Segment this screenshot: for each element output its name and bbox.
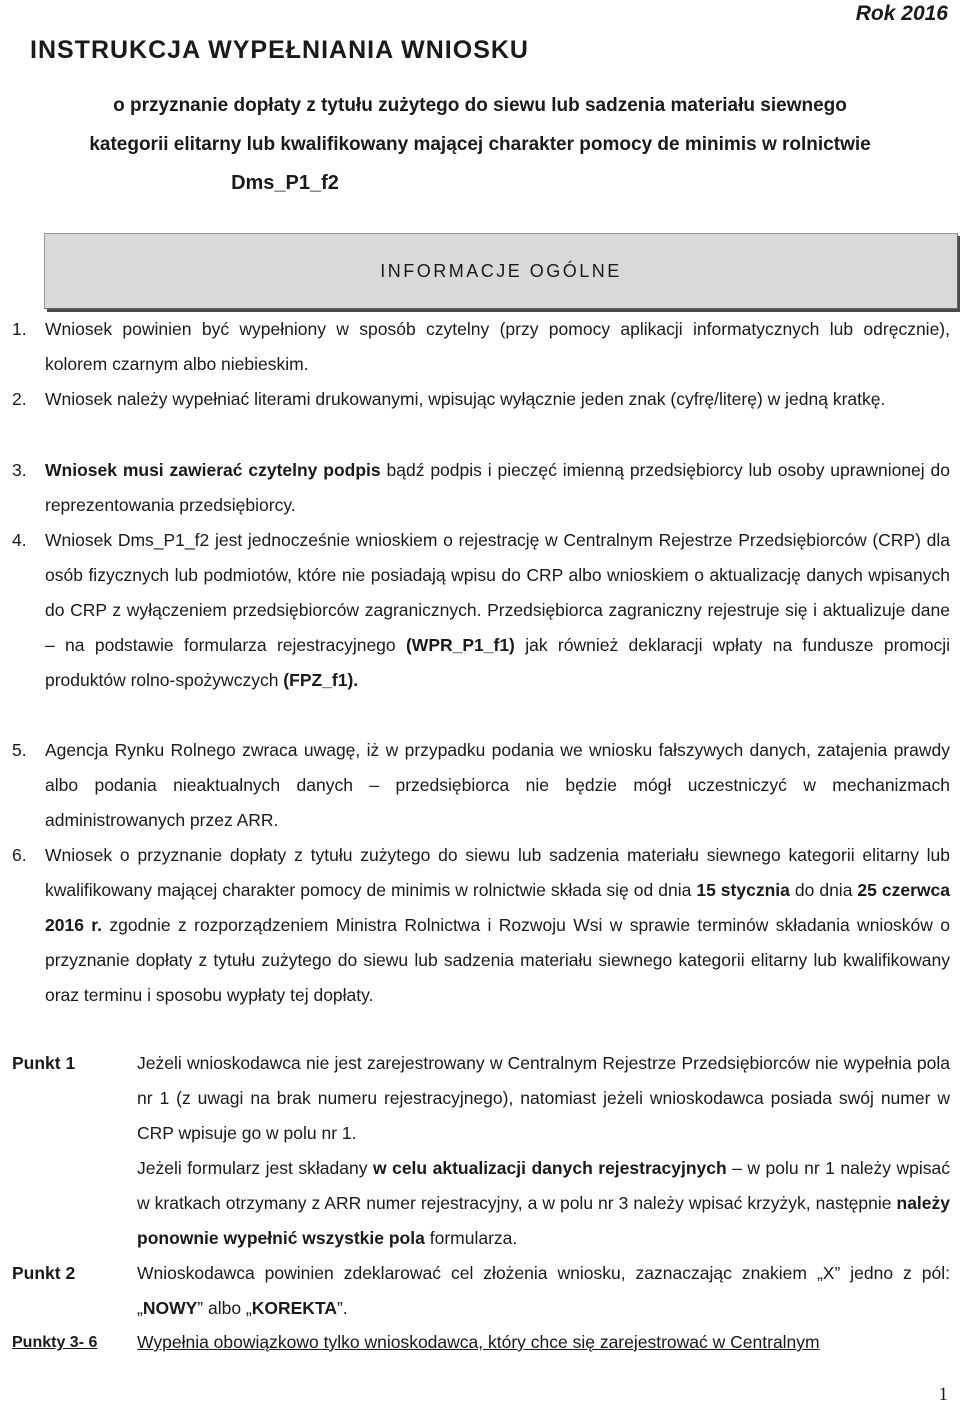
punkt-bold-text: w celu aktualizacji danych rejestracyjnych bbox=[372, 1158, 727, 1178]
punkt-paragraph bbox=[137, 1151, 950, 1256]
punkt-text: Wypełnia obowiązkowo tylko wnioskodawca, który chce się zarejestrować w Centralnym bbox=[137, 1332, 820, 1352]
item-number: 2. bbox=[12, 389, 27, 409]
item-text bbox=[45, 838, 950, 1013]
item-text-part: zgodnie z rozporządzeniem Ministra Rolnictwa i Rozwoju Wsi w sprawie terminów składania wniosków o przyznanie dopłaty z tytułu zużytego do siewu lub sadzenia materiału siewnego kategorii elitarny lub kwalifikowany oraz terminu i sposobu wypłaty tej dopłaty. bbox=[45, 915, 951, 1005]
list-item-5 bbox=[12, 733, 950, 838]
year-label: Rok 2016 bbox=[855, 2, 948, 25]
item-text-part: Wniosek o przyznanie dopłaty z tytułu zużytego do siewu lub sadzenia materiału siewnego kategorii elitarny lub kwalifikowany mającej charakter pomocy de minimis w rolnictwie składa się od dnia bbox=[45, 845, 950, 900]
item-number: 4. bbox=[12, 530, 27, 550]
list-item-2 bbox=[12, 382, 950, 417]
item-text-part: Wniosek Dms_P1_f2 jest jednocześnie wnioskiem o rejestrację w Centralnym Rejestrze Przedsiębiorców (CRP) dla osób fizycznych lub podmiotów, które nie posiadają wpisu do CRP albo wnioskiem o aktualizację danych wpisanych do CRP z wyłączeniem przedsiębiorców zagranicznych. Przedsiębiorca zagraniczny rejestruje się i aktualizuje dane – na podstawie formularza rejestracyjnego bbox=[45, 530, 950, 655]
punkt-label: Punkt 2 bbox=[12, 1263, 76, 1283]
punkt-text bbox=[137, 1256, 950, 1326]
section-title: INFORMACJE OGÓLNE bbox=[380, 260, 622, 281]
punkt-paragraph: Jeżeli wnioskodawca nie jest zarejestrowany w Centralnym Rejestrze Przedsiębiorców nie wypełnia pola nr 1 (z uwagi na brak numeru rejestracyjnego), natomiast jeżeli wnioskodawca posiada swój numer w CRP wpisuje go w polu nr 1. bbox=[137, 1053, 950, 1143]
item-rest-text: bądź podpis i pieczęć imienną przedsiębiorcy lub osoby uprawnionej do reprezentowania przedsiębiorcy. bbox=[45, 460, 950, 515]
form-ref-fpz: (FPZ_f1). bbox=[283, 670, 359, 690]
punkt-3-6 bbox=[12, 1325, 950, 1360]
start-date: 15 stycznia bbox=[696, 880, 790, 900]
punkt-text-part: formularza. bbox=[424, 1228, 518, 1248]
punkt-text bbox=[137, 1046, 950, 1256]
item-text: Agencja Rynku Rolnego zwraca uwagę, iż w przypadku podania we wniosku fałszywych danych, zatajenia prawdy albo podania nieaktualnych danych – przedsiębiorca nie będzie mógł uczestniczyć w mechanizmach administrowanych przez ARR. bbox=[45, 740, 950, 830]
subtitle-line-2: kategorii elitarny lub kwalifikowany mającej charakter pomocy de minimis w rolnictwie bbox=[89, 134, 871, 155]
list-item-1 bbox=[12, 312, 950, 382]
punkt-text-part: Jeżeli formularz jest składany bbox=[137, 1158, 373, 1178]
form-ref-wpr: (WPR_P1_f1) bbox=[405, 635, 515, 655]
end-date: 25 czerwca 2016 r. bbox=[45, 880, 950, 935]
list-item-4 bbox=[12, 523, 950, 698]
form-code: Dms_P1_f2 bbox=[231, 172, 339, 194]
punkt-1 bbox=[12, 1046, 950, 1256]
punkt-text-part: Wnioskodawca powinien zdeklarować cel złożenia wniosku, zaznaczając znakiem „X” jedno z pól: „ bbox=[137, 1263, 950, 1318]
item-number: 3. bbox=[12, 460, 27, 480]
punkt-label: Punkt 1 bbox=[12, 1053, 76, 1073]
item-bold-text: Wniosek musi zawierać czytelny podpis bbox=[45, 460, 381, 480]
item-text-part: do dnia bbox=[789, 880, 858, 900]
punkt-text-part: ” albo „ bbox=[197, 1298, 252, 1318]
item-number: 1. bbox=[12, 319, 27, 339]
punkt-text-part: ”. bbox=[336, 1298, 348, 1318]
item-text: Wniosek powinien być wypełniony w sposób czytelny (przy pomocy aplikacji informatycznych lub odręcznie), kolorem czarnym albo niebieskim. bbox=[45, 319, 950, 374]
punkt-2 bbox=[12, 1256, 950, 1326]
document-title: INSTRUKCJA WYPEŁNIANIA WNIOSKU bbox=[30, 36, 529, 64]
list-item-6 bbox=[12, 838, 950, 1013]
item-text bbox=[45, 453, 950, 523]
item-text: Wniosek należy wypełniać literami drukowanymi, wpisując wyłącznie jeden znak (cyfrę/literę) w jedną kratkę. bbox=[45, 389, 886, 409]
item-number: 5. bbox=[12, 740, 27, 760]
punkt-label: Punkty 3- 6 bbox=[12, 1334, 98, 1351]
list-item-3 bbox=[12, 453, 950, 523]
option-nowy: NOWY bbox=[142, 1298, 198, 1318]
punkt-bold-text: należy ponownie wypełnić wszystkie pola bbox=[137, 1193, 950, 1248]
item-number: 6. bbox=[12, 845, 27, 865]
item-text-part: jak również deklaracji wpłaty na fundusze promocji produktów rolno-spożywczych bbox=[45, 635, 950, 690]
page-number: 1 bbox=[938, 1384, 948, 1405]
subtitle-line-1: o przyznanie dopłaty z tytułu zużytego do siewu lub sadzenia materiału siewnego bbox=[113, 95, 847, 116]
item-text bbox=[45, 523, 950, 698]
punkt-text-part: – w polu nr 1 należy wpisać w kratkach otrzymany z ARR numer rejestracyjny, a w polu nr 3 należy wpisać krzyżyk, następnie bbox=[137, 1158, 950, 1213]
section-banner bbox=[44, 233, 958, 309]
option-korekta: KOREKTA bbox=[251, 1298, 337, 1318]
